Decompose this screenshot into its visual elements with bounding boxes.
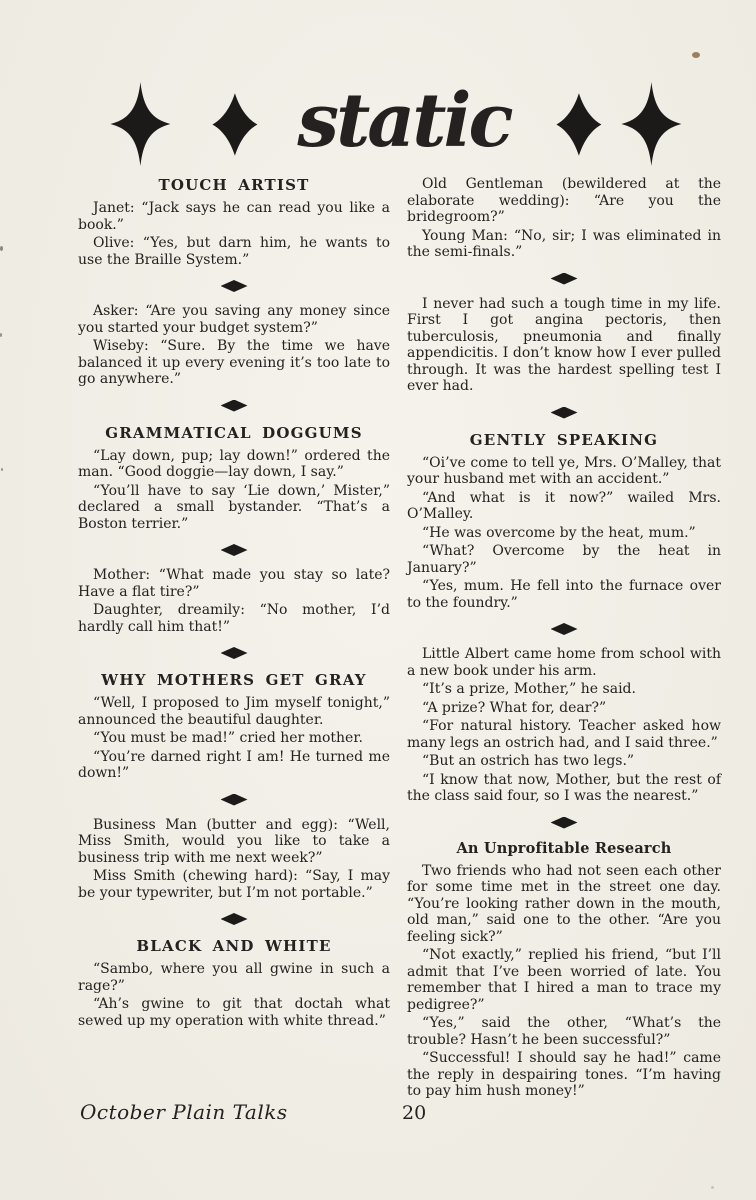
diamond-divider xyxy=(407,273,721,285)
masthead xyxy=(110,78,681,166)
joke-paragraph: “Well, I proposed to Jim myself tonight,” announced the beautiful daughter. xyxy=(78,695,390,728)
joke-paragraph: “Oi’ve come to tell ye, Mrs. O’Malley, that your husband met with an accident.” xyxy=(407,454,721,487)
paper-speck xyxy=(692,52,700,58)
paper-speck xyxy=(1,468,3,471)
joke-paragraph: “Yes, mum. He fell into the furnace over to the foundry.” xyxy=(407,578,721,611)
joke-paragraph: Mother: “What made you stay so late? Have a flat tire?” xyxy=(78,567,390,600)
joke-paragraph: “Not exactly,” replied his friend, “but I’ll admit that I’ve been worried of late. You remember that I hired a man to trace my pedigree?” xyxy=(407,947,721,1013)
section-subheading: An Unprofitable Research xyxy=(456,839,672,857)
divider-diamond-icon xyxy=(221,794,248,806)
section-heading: TOUCH ARTIST xyxy=(158,176,310,194)
divider-diamond-icon xyxy=(221,647,248,659)
divider-diamond-icon xyxy=(221,913,248,925)
section-heading: WHY MOTHERS GET GRAY xyxy=(101,671,367,689)
joke-paragraph: “Sambo, where you all gwine in such a rage?” xyxy=(78,961,390,994)
joke-paragraph: “You must be mad!” cried her mother. xyxy=(93,730,363,746)
diamond-divider xyxy=(78,400,390,412)
joke-paragraph: Miss Smith (chewing hard): “Say, I may be your typewriter, but I’m not portable.” xyxy=(78,868,390,901)
divider-diamond-icon xyxy=(551,817,578,829)
divider-diamond-icon xyxy=(221,544,248,556)
page-number: 20 xyxy=(402,1102,427,1124)
joke-paragraph: Young Man: “No, sir; I was eliminated in the semi-finals.” xyxy=(407,227,721,260)
diamond-divider xyxy=(407,623,721,635)
joke-paragraph: Two friends who had not seen each other for some time met in the street one day. “You’re looking rather down in the mouth, old man,” said one to the other. “Are you feeling sick?” xyxy=(407,862,721,945)
left-column xyxy=(78,176,390,1029)
joke-paragraph: “Lay down, pup; lay down!” ordered the man. “Good doggie—lay down, I say.” xyxy=(78,447,390,480)
right-column xyxy=(407,176,721,1100)
joke-paragraph: Old Gentleman (bewildered at the elaborate wedding): “Are you the bridegroom?” xyxy=(407,176,721,225)
diamond-divider xyxy=(407,407,721,419)
diamond-divider xyxy=(78,913,390,925)
publication-name: October Plain Talks xyxy=(80,1100,288,1124)
joke-paragraph: Asker: “Are you saving any money since you started your budget system?” xyxy=(78,303,390,336)
section-heading: GENTLY SPEAKING xyxy=(469,430,659,449)
joke-paragraph: Janet: “Jack says he can read you like a book.” xyxy=(78,200,390,233)
diamond-divider xyxy=(407,817,721,829)
section-heading: BLACK AND WHITE xyxy=(136,937,332,955)
paper-speck xyxy=(0,246,3,251)
joke-paragraph: “For natural history. Teacher asked how many legs an ostrich had, and I said three.” xyxy=(407,718,721,751)
diamond-divider xyxy=(78,280,390,292)
section-heading: GRAMMATICAL DOGGUMS xyxy=(105,423,363,442)
divider-diamond-icon xyxy=(221,280,248,292)
joke-paragraph: “And what is it now?” wailed Mrs. O’Malley. xyxy=(407,489,721,522)
page-title: static xyxy=(297,78,511,164)
joke-paragraph: “Successful! I should say he had!” came the reply in despairing tones. “I’m having to pay him hush money!” xyxy=(407,1050,721,1099)
joke-paragraph: Little Albert came home from school with a new book under his arm. xyxy=(407,646,721,679)
joke-paragraph: “It’s a prize, Mother,” he said. xyxy=(422,681,636,697)
joke-paragraph: “What? Overcome by the heat in January?” xyxy=(407,543,721,576)
joke-paragraph: I never had such a tough time in my life. First I got angina pectoris, then tuberculosis, pneumonia and finally appendicitis. I don’t know how I ever pulled through. It was the hardest spelling test I ever had. xyxy=(407,295,721,394)
divider-diamond-icon xyxy=(551,407,578,419)
joke-paragraph: “But an ostrich has two legs.” xyxy=(422,753,635,769)
joke-paragraph: Wiseby: “Sure. By the time we have balanced it up every evening it’s too late to go anywhere.” xyxy=(78,338,390,387)
paper-speck xyxy=(711,1186,714,1189)
four-point-star-icon xyxy=(110,82,170,166)
joke-paragraph: Daughter, dreamily: “No mother, I’d hardly call him that!” xyxy=(78,602,390,635)
joke-paragraph: Business Man (butter and egg): “Well, Miss Smith, would you like to take a business trip with me next week?” xyxy=(78,816,390,866)
joke-paragraph: “Ah’s gwine to git that doctah what sewed up my operation with white thread.” xyxy=(78,996,390,1029)
joke-paragraph: “He was overcome by the heat, mum.” xyxy=(422,524,696,541)
diamond-icon xyxy=(212,93,257,156)
diamond-divider xyxy=(78,647,390,659)
divider-diamond-icon xyxy=(551,273,578,285)
joke-paragraph: “You’ll have to say ‘Lie down,’ Mister,” declared a small bystander. “That’s a Boston terrier.” xyxy=(78,482,390,532)
joke-paragraph: “I know that now, Mother, but the rest of the class said four, so I was the nearest.” xyxy=(407,771,721,804)
joke-paragraph: “Yes,” said the other, “What’s the trouble? Hasn’t he been successful?” xyxy=(407,1015,721,1048)
joke-paragraph: Olive: “Yes, but darn him, he wants to use the Braille System.” xyxy=(78,235,390,268)
divider-diamond-icon xyxy=(551,623,578,635)
joke-paragraph: “You’re darned right I am! He turned me down!” xyxy=(78,748,390,781)
diamond-divider xyxy=(78,544,390,556)
joke-paragraph: “A prize? What for, dear?” xyxy=(422,699,607,716)
four-point-star-icon xyxy=(622,82,682,166)
diamond-icon xyxy=(557,93,602,156)
diamond-divider xyxy=(78,794,390,806)
paper-speck xyxy=(0,333,2,337)
divider-diamond-icon xyxy=(221,400,248,412)
